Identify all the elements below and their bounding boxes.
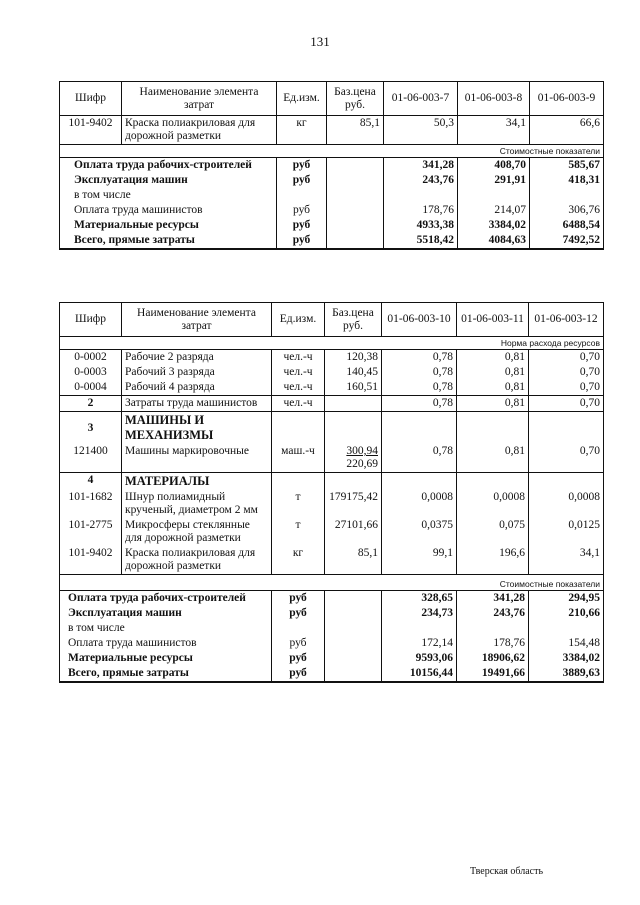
row-value-2: 0,81	[457, 365, 529, 380]
cost-value-2: 291,91	[458, 173, 530, 188]
cost-name: Материальные ресурсы	[60, 218, 277, 233]
footer-region: Тверская область	[470, 866, 544, 877]
table-row	[60, 396, 604, 412]
row-code: 101-9402	[60, 116, 122, 145]
row-value-3: 0,70	[529, 365, 604, 380]
row-unit: чел.-ч	[272, 396, 325, 412]
cost-value-3: 294,95	[529, 591, 604, 607]
cost-value-3: 3889,63	[529, 666, 604, 682]
table-row	[60, 365, 604, 380]
row-value-2: 0,81	[457, 396, 529, 412]
cost-value-2: 214,07	[458, 203, 530, 218]
row-value-1: 0,78	[382, 396, 457, 412]
cost-unit: руб	[272, 651, 325, 666]
cost-value-3: 418,31	[530, 173, 604, 188]
header-name: Наименование элемента затрат	[122, 82, 277, 116]
cost-value-2: 4084,63	[458, 233, 530, 249]
cost-value-2: 19491,66	[457, 666, 529, 682]
row-code: 0-0003	[60, 365, 122, 380]
cost-unit: руб	[277, 203, 327, 218]
row-value-1: 0,78	[382, 365, 457, 380]
section-label: Стоимостные показатели	[60, 575, 604, 591]
row-code: 0-0004	[60, 380, 122, 396]
row-base-price: 27101,66	[325, 518, 382, 546]
cost-unit: руб	[277, 158, 327, 174]
row-name: Краска полиакриловая для дорожной разметки	[122, 546, 272, 575]
cost-value-2: 341,28	[457, 591, 529, 607]
cost-unit: руб	[277, 218, 327, 233]
header-code: Шифр	[60, 303, 122, 337]
base-price-secondary: 220,69	[346, 458, 378, 470]
row-unit: т	[272, 518, 325, 546]
section-heading: МАТЕРИАЛЫ	[122, 473, 272, 491]
row-value-3: 0,0008	[529, 490, 604, 518]
row-code: 0-0002	[60, 350, 122, 366]
header-base-price: Баз.цена руб.	[327, 82, 384, 116]
row-unit: чел.-ч	[272, 380, 325, 396]
cost-unit: руб	[272, 666, 325, 682]
cost-value-3: 7492,52	[530, 233, 604, 249]
row-base-price: 179175,42	[325, 490, 382, 518]
norm-label-row	[60, 337, 604, 350]
cost-row	[60, 591, 604, 607]
row-name: Рабочие 2 разряда	[122, 350, 272, 366]
cost-row	[60, 203, 604, 218]
row-value-1: 50,3	[384, 116, 458, 145]
cost-name: Всего, прямые затраты	[60, 666, 272, 682]
row-value-2: 0,075	[457, 518, 529, 546]
row-unit: т	[272, 490, 325, 518]
cost-value-3: 210,66	[529, 606, 604, 621]
cost-name: Эксплуатация машин	[60, 173, 277, 188]
header-col-2: 01-06-003-11	[457, 303, 529, 337]
page-number: 131	[310, 34, 330, 49]
section-heading: МАШИНЫ И МЕХАНИЗМЫ	[122, 412, 272, 445]
cost-row	[60, 606, 604, 621]
row-base-price	[325, 444, 382, 473]
section-label-row	[60, 145, 604, 158]
cost-value-1: 328,65	[382, 591, 457, 607]
cost-row	[60, 158, 604, 174]
norm-label: Норма расхода ресурсов	[60, 337, 604, 350]
row-code: 3	[60, 412, 122, 445]
cost-value-1: 172,14	[382, 636, 457, 651]
row-value-2: 34,1	[458, 116, 530, 145]
row-base-price: 160,51	[325, 380, 382, 396]
row-name: Краска полиакриловая для дорожной разметки	[122, 116, 277, 145]
cost-row	[60, 666, 604, 682]
row-value-1: 0,78	[382, 350, 457, 366]
row-value-3: 0,70	[529, 396, 604, 412]
row-name: Микросферы стеклянные для дорожной разметки	[122, 518, 272, 546]
header-col-3: 01-06-003-12	[529, 303, 604, 337]
cost-unit: руб	[272, 606, 325, 621]
cost-row	[60, 651, 604, 666]
table-row	[60, 518, 604, 546]
row-unit: маш.-ч	[272, 444, 325, 473]
cost-name: Оплата труда рабочих-строителей	[60, 591, 272, 607]
cost-value-3: 154,48	[529, 636, 604, 651]
cost-name: Всего, прямые затраты	[60, 233, 277, 249]
row-name: Рабочий 4 разряда	[122, 380, 272, 396]
table-row	[60, 546, 604, 575]
row-value-1: 0,0008	[382, 490, 457, 518]
row-value-2: 196,6	[457, 546, 529, 575]
header-col-1: 01-06-003-10	[382, 303, 457, 337]
table-row	[60, 116, 604, 145]
cost-name: в том числе	[60, 188, 277, 203]
row-name: Рабочий 3 разряда	[122, 365, 272, 380]
cost-row	[60, 636, 604, 651]
cost-unit: руб	[272, 591, 325, 607]
row-value-3: 66,6	[530, 116, 604, 145]
row-name: Машины маркировочные	[122, 444, 272, 473]
cost-row	[60, 218, 604, 233]
row-base-price: 120,38	[325, 350, 382, 366]
table-row	[60, 350, 604, 366]
section-heading-row	[60, 412, 604, 445]
row-value-1: 0,0375	[382, 518, 457, 546]
row-value-1: 0,78	[382, 380, 457, 396]
cost-value-2: 178,76	[457, 636, 529, 651]
cost-value-3: 585,67	[530, 158, 604, 174]
cost-row	[60, 188, 604, 203]
row-value-3: 0,70	[529, 444, 604, 473]
cost-name: Эксплуатация машин	[60, 606, 272, 621]
section-label-row	[60, 575, 604, 591]
cost-value-3: 6488,54	[530, 218, 604, 233]
table-row	[60, 444, 604, 473]
row-code: 101-2775	[60, 518, 122, 546]
row-base-price: 140,45	[325, 365, 382, 380]
table-row	[60, 380, 604, 396]
row-unit: кг	[272, 546, 325, 575]
base-price-primary: 300,94	[346, 445, 378, 457]
row-unit: чел.-ч	[272, 365, 325, 380]
cost-value-1: 9593,06	[382, 651, 457, 666]
row-base-price: 85,1	[327, 116, 384, 145]
row-base-price: 85,1	[325, 546, 382, 575]
row-value-2: 0,0008	[457, 490, 529, 518]
section-label: Стоимостные показатели	[60, 145, 604, 158]
row-code: 101-9402	[60, 546, 122, 575]
cost-row	[60, 173, 604, 188]
row-code: 2	[60, 396, 122, 412]
header-code: Шифр	[60, 82, 122, 116]
header-unit: Ед.изм.	[272, 303, 325, 337]
cost-value-1: 234,73	[382, 606, 457, 621]
cost-unit: руб	[272, 636, 325, 651]
table-header-row	[60, 303, 604, 337]
resource-table-1	[59, 81, 604, 250]
cost-name: Оплата труда машинистов	[60, 636, 272, 651]
header-name: Наименование элемента затрат	[122, 303, 272, 337]
cost-name: Материальные ресурсы	[60, 651, 272, 666]
row-unit: чел.-ч	[272, 350, 325, 366]
row-value-3: 34,1	[529, 546, 604, 575]
cost-value-1: 178,76	[384, 203, 458, 218]
cost-name: Оплата труда машинистов	[60, 203, 277, 218]
cost-value-1: 4933,38	[384, 218, 458, 233]
row-name: Шнур полиамидный крученый, диаметром 2 мм	[122, 490, 272, 518]
cost-value-3: 3384,02	[529, 651, 604, 666]
cost-value-2: 243,76	[457, 606, 529, 621]
cost-value-1: 243,76	[384, 173, 458, 188]
cost-row	[60, 233, 604, 249]
cost-value-3: 306,76	[530, 203, 604, 218]
cost-name: в том числе	[60, 621, 272, 636]
row-name: Затраты труда машинистов	[122, 396, 272, 412]
cost-value-1: 5518,42	[384, 233, 458, 249]
cost-value-2: 408,70	[458, 158, 530, 174]
cost-row	[60, 621, 604, 636]
header-col-1: 01-06-003-7	[384, 82, 458, 116]
cost-value-1: 341,28	[384, 158, 458, 174]
row-value-3: 0,70	[529, 380, 604, 396]
table-header-row	[60, 82, 604, 116]
cost-value-2: 3384,02	[458, 218, 530, 233]
cost-unit: руб	[277, 233, 327, 249]
row-value-1: 0,78	[382, 444, 457, 473]
row-value-2: 0,81	[457, 444, 529, 473]
row-value-3: 0,70	[529, 350, 604, 366]
resource-table-2	[59, 302, 604, 683]
header-col-2: 01-06-003-8	[458, 82, 530, 116]
row-value-3: 0,0125	[529, 518, 604, 546]
header-col-3: 01-06-003-9	[530, 82, 604, 116]
section-heading-row	[60, 473, 604, 491]
cost-unit: руб	[277, 173, 327, 188]
row-code: 101-1682	[60, 490, 122, 518]
row-value-1: 99,1	[382, 546, 457, 575]
row-code: 121400	[60, 444, 122, 473]
cost-value-2: 18906,62	[457, 651, 529, 666]
table-row	[60, 490, 604, 518]
header-unit: Ед.изм.	[277, 82, 327, 116]
cost-value-1: 10156,44	[382, 666, 457, 682]
row-value-2: 0,81	[457, 350, 529, 366]
cost-name: Оплата труда рабочих-строителей	[60, 158, 277, 174]
header-base-price: Баз.цена руб.	[325, 303, 382, 337]
row-code: 4	[60, 473, 122, 491]
row-value-2: 0,81	[457, 380, 529, 396]
row-unit: кг	[277, 116, 327, 145]
